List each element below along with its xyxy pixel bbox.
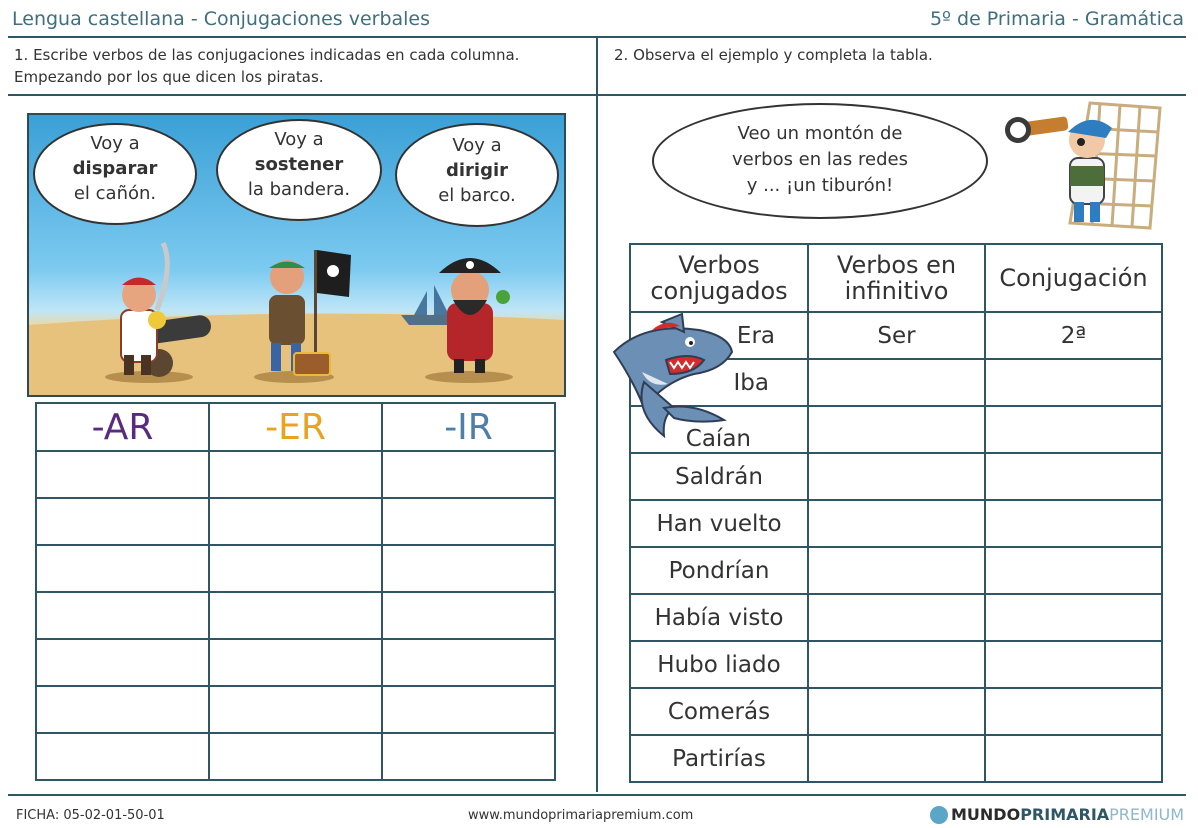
infinitive-input[interactable] [808,359,985,406]
answer-cell[interactable] [382,545,555,592]
col-conjugated-header: Verbos conjugados [630,244,808,312]
pirate-scene-image [27,113,566,397]
header-title: Lengua castellana - Conjugaciones verbales [12,8,431,30]
brand-logo: MUNDOPRIMARIAPREMIUM [930,805,1184,824]
lookout-speech-bubble: Veo un montón de verbos en las redes y ... ¡un tiburón! [652,103,988,219]
answer-cell[interactable] [382,686,555,733]
conjugation-input[interactable] [985,500,1162,547]
exercise2-instruction: 2. Observa el ejemplo y completa la tabla. [614,46,933,64]
answer-cell[interactable] [36,498,209,545]
verb-row-saldran: Saldrán [630,453,808,500]
infinitive-input[interactable] [808,500,985,547]
infinitive-input[interactable] [808,735,985,782]
answer-cell[interactable] [36,639,209,686]
answer-cell[interactable] [209,451,382,498]
conjugation-input[interactable] [985,735,1162,782]
example-conjugation: 2ª [985,312,1162,359]
answer-cell[interactable] [382,498,555,545]
conjugation-input[interactable] [985,688,1162,735]
answer-cell[interactable] [209,639,382,686]
conjugation-input[interactable] [985,641,1162,688]
speech-bubble-2: Voy a sostener la bandera. [216,119,382,221]
conjugation-input[interactable] [985,453,1162,500]
infinitive-input[interactable] [808,688,985,735]
verb-row-comeras: Comerás [630,688,808,735]
answer-cell[interactable] [382,592,555,639]
infinitive-input[interactable] [808,547,985,594]
column-divider [596,36,598,792]
conjugation-input[interactable] [985,359,1162,406]
lookout-pirate-illustration [1000,98,1172,230]
verb-row-iba: Iba [630,359,808,406]
answer-cell[interactable] [382,639,555,686]
header-grade: 5º de Primaria - Gramática [929,8,1184,30]
infinitive-input[interactable] [808,641,985,688]
conjugation-input[interactable] [985,547,1162,594]
conjugation-input[interactable] [985,406,1162,453]
verb-row-hubo-liado: Hubo liado [630,641,808,688]
infinitive-input[interactable] [808,453,985,500]
infinitive-input[interactable] [808,594,985,641]
verb-row-partirias: Partirías [630,735,808,782]
answer-cell[interactable] [209,545,382,592]
footer-url[interactable]: www.mundoprimariapremium.com [468,808,694,823]
answer-cell[interactable] [209,733,382,780]
col-conjugation-header: Conjugación [985,244,1162,312]
answer-cell[interactable] [36,733,209,780]
exercise1-instruction: 1. Escribe verbos de las conjugaciones indicadas en cada columna. Empezando por los que dicen los piratas. [14,46,520,86]
answer-cell[interactable] [209,686,382,733]
example-infinitive: Ser [808,312,985,359]
header-ir: -IR [382,403,555,451]
infinitive-input[interactable] [808,406,985,453]
speech-bubble-3: Voy a dirigir el barco. [395,123,559,227]
header-ar: -AR [36,403,209,451]
answer-cell[interactable] [36,686,209,733]
answer-cell[interactable] [382,733,555,780]
col-infinitive-header: Verbos en infinitivo [808,244,985,312]
example-verb: Era [630,312,808,359]
verb-row-habia-visto: Había visto [630,594,808,641]
shark-illustration [604,312,736,444]
conjugation-answer-table [35,402,556,781]
answer-cell[interactable] [36,592,209,639]
verb-row-pondrian: Pondrían [630,547,808,594]
verb-row-caian: Caían [630,406,808,453]
ficha-code: FICHA: 05-02-01-50-01 [16,808,165,823]
verb-row-han-vuelto: Han vuelto [630,500,808,547]
conjugation-input[interactable] [985,594,1162,641]
speech-bubble-1: Voy a disparar el cañón. [33,123,197,225]
answer-cell[interactable] [36,545,209,592]
header-er: -ER [209,403,382,451]
footer-divider [8,794,1186,796]
answer-cell[interactable] [36,451,209,498]
globe-icon [930,806,948,824]
answer-cell[interactable] [382,451,555,498]
answer-cell[interactable] [209,592,382,639]
answer-cell[interactable] [209,498,382,545]
